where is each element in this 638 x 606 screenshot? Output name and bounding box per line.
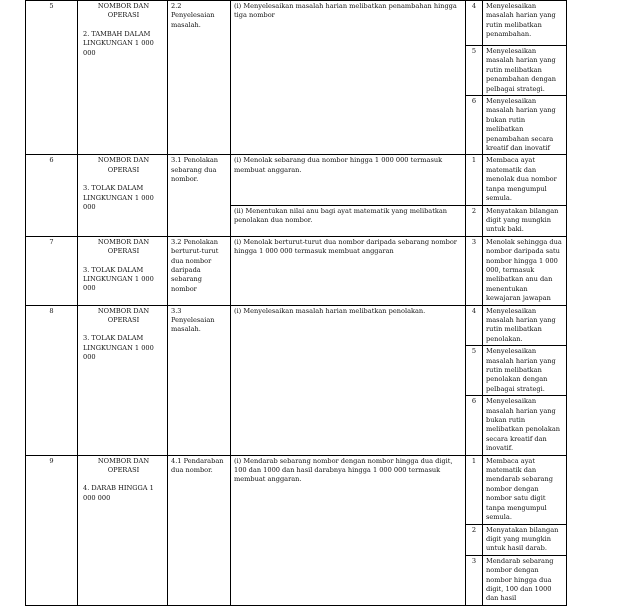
- learning-objective: (i) Menolak sebarang dua nombor hingga 1 000 000 termasuk membuat anggaran.: [231, 155, 466, 205]
- level-descriptor: Menolak sehingga dua nombor daripada satu nombor hingga 1 000 000, termasuk melibatkan anu dan menentukan kewajaran jawapan: [483, 236, 567, 305]
- performance-level: 3: [466, 236, 483, 305]
- topic-cell: [78, 1, 168, 155]
- table-row: [26, 1, 567, 46]
- topic-heading: NOMBOR DAN OPERASI: [97, 306, 150, 324]
- learning-objective: (ii) Menentukan nilai anu bagi ayat matematik yang melibatkan penolakan dua nombor.: [231, 205, 466, 236]
- level-descriptor: Menyelesaikan masalah harian yang bukan rutin melibatkan penambahan secara kreatif dan inovatif: [483, 96, 567, 155]
- learning-objective: (i) Menolak berturut-turut dua nombor daripada sebarang nombor hingga 1 000 000 termasuk membuat anggaran: [231, 236, 466, 305]
- level-descriptor: Menyelesaikan masalah harian yang bukan rutin melibatkan penolakan secara kreatif dan inovatif.: [483, 396, 567, 455]
- content-standard: 3.1 Penolakan sebarang dua nombor.: [168, 155, 231, 236]
- level-descriptor: Menyelesaikan masalah harian yang rutin melibatkan penolakan dengan pelbagai strategi.: [483, 346, 567, 396]
- learning-objective: (i) Menyelesaikan masalah harian melibatkan penolakan.: [231, 305, 466, 455]
- topic-heading: NOMBOR DAN OPERASI: [97, 456, 150, 475]
- performance-level: 2: [466, 524, 483, 555]
- performance-level: 2: [466, 205, 483, 236]
- topic-subtitle: 3. TOLAK DALAM LINGKUNGAN 1 000 000: [83, 334, 154, 362]
- learning-objective: (i) Mendarab sebarang nombor dengan nombor hingga dua digit, 100 dan 1000 dan hasil darabnya hingga 1 000 000 termasuk membuat anggaran.: [231, 455, 466, 605]
- level-descriptor: Menyelesaikan masalah harian yang rutin melibatkan penambahan.: [483, 1, 567, 46]
- performance-level: 5: [466, 46, 483, 96]
- level-descriptor: Membaca ayat matematik dan menolak dua nombor tanpa mengumpul semula.: [483, 155, 567, 205]
- table-row: [26, 455, 567, 524]
- topic-heading: NOMBOR DAN OPERASI: [97, 156, 150, 174]
- topic-cell: [78, 236, 168, 305]
- week-number: 5: [26, 1, 78, 155]
- level-descriptor: Mendarab sebarang nombor dengan nombor hingga dua digit, 100 dan 1000 dan hasil: [483, 555, 567, 605]
- topic-heading: NOMBOR DAN OPERASI: [97, 2, 150, 20]
- performance-level: 6: [466, 96, 483, 155]
- week-number: 7: [26, 236, 78, 305]
- topic-subtitle: 3. TOLAK DALAM LINGKUNGAN 1 000 000: [83, 184, 154, 212]
- performance-level: 5: [466, 346, 483, 396]
- level-descriptor: Menyelesaikan masalah harian yang rutin melibatkan penambahan dengan pelbagai strategi.: [483, 46, 567, 96]
- performance-level: 4: [466, 305, 483, 346]
- learning-objective: (i) Menyelesaikan masalah harian melibatkan penambahan hingga tiga nombor: [231, 1, 466, 155]
- performance-level: 6: [466, 396, 483, 455]
- topic-subtitle: 3. TOLAK DALAM LINGKUNGAN 1 000 000: [83, 265, 154, 293]
- content-standard: 3.2 Penolakan berturut-turut dua nombor daripada sebarang nombor: [168, 236, 231, 305]
- topic-cell: [78, 155, 168, 236]
- performance-level: 1: [466, 455, 483, 524]
- table-row: [26, 236, 567, 305]
- level-descriptor: Menyatakan bilangan digit yang mungkin untuk hasil darab.: [483, 524, 567, 555]
- content-standard: 2.2 Penyelesaian masalah.: [168, 1, 231, 155]
- level-descriptor: Menyelesaikan masalah harian yang rutin melibatkan penolakan.: [483, 305, 567, 346]
- content-standard: 3.3 Penyelesaian masalah.: [168, 305, 231, 455]
- topic-subtitle: 2. TAMBAH DALAM LINGKUNGAN 1 000 000: [83, 29, 154, 57]
- lesson-plan-table: [25, 0, 567, 606]
- week-number: 9: [26, 455, 78, 605]
- level-descriptor: Menyatakan bilangan digit yang mungkin untuk baki.: [483, 205, 567, 236]
- content-standard: 4.1 Pendaraban dua nombor.: [168, 455, 231, 605]
- table-row: [26, 155, 567, 205]
- topic-cell: [78, 455, 168, 605]
- performance-level: 3: [466, 555, 483, 605]
- table-row: [26, 305, 567, 346]
- level-descriptor: Membaca ayat matematik dan mendarab sebarang nombor dengan nombor satu digit tanpa mengumpul semula.: [483, 455, 567, 524]
- performance-level: 4: [466, 1, 483, 46]
- topic-cell: [78, 305, 168, 455]
- week-number: 6: [26, 155, 78, 236]
- performance-level: 1: [466, 155, 483, 205]
- week-number: 8: [26, 305, 78, 455]
- topic-heading: NOMBOR DAN OPERASI: [97, 237, 150, 256]
- topic-subtitle: 4. DARAB HINGGA 1 000 000: [83, 484, 154, 502]
